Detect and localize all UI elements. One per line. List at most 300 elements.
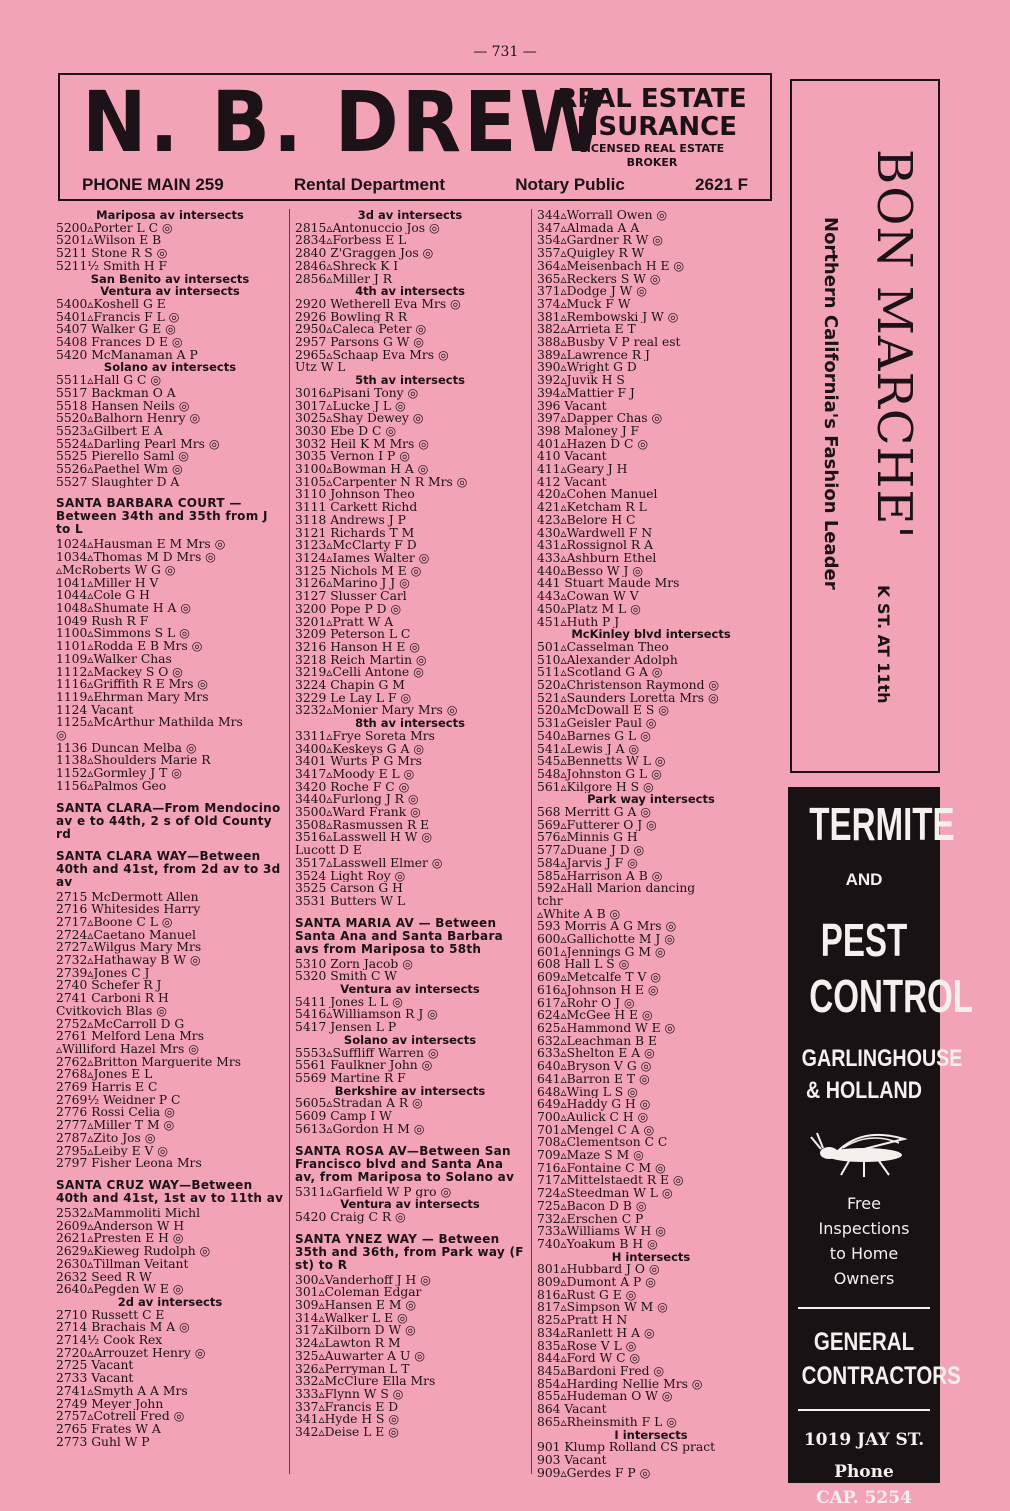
directory-entry: 3118 Andrews J P [295, 513, 406, 527]
directory-entry: 1138▵Shoulders Marie R [56, 754, 211, 768]
directory-entry: 347▵Almada A A [537, 221, 640, 235]
directory-entry: 5420 Craig C R ◎ [295, 1210, 406, 1224]
directory-entry: 844▵Ford W C ◎ [537, 1352, 641, 1365]
directory-entry: 716▵Fontaine C M ◎ [537, 1161, 666, 1175]
directory-entry: 3017▵Lucke J L ◎ [295, 399, 406, 413]
directory-entry: 2714 Brachais M A ◎ [56, 1321, 190, 1335]
drew-insurance: INSURANCE [566, 112, 737, 142]
directory-entry: 333▵Flynn W S ◎ [295, 1387, 404, 1401]
directory-entry: 431▵Rossignol R A [537, 539, 653, 552]
pest-word: PEST [820, 914, 908, 966]
inspection-line-4: Owners [833, 1269, 895, 1288]
directory-entry: 569▵Futterer O J ◎ [537, 818, 657, 832]
directory-entry: 2752▵McCarroll D G [56, 1017, 185, 1031]
directory-entry: 342▵Deise L E ◎ [295, 1426, 399, 1439]
directory-entry: 1041▵Miller H V [56, 576, 159, 590]
directory-entry: 3517▵Lasswell Elmer ◎ [295, 856, 443, 870]
termite-insect-icon [809, 1117, 919, 1181]
directory-entry: 725▵Bacon D B ◎ [537, 1199, 647, 1213]
drew-licensed: LICENSED REAL ESTATE [579, 142, 725, 155]
directory-entry: 2950▵Caleca Peter ◎ [295, 323, 427, 337]
directory-entry: 3400▵Keskeys G A ◎ [295, 742, 425, 756]
directory-entry: 3516▵Lasswell H W ◎ [295, 831, 433, 845]
directory-entry: 541▵Lewis J A ◎ [537, 742, 640, 756]
directory-entry: ▵White A B ◎ [537, 907, 621, 921]
directory-entry: 817▵Simpson W M ◎ [537, 1301, 668, 1315]
directory-entry: 510▵Alexander Adolph [537, 653, 678, 667]
directory-entry: 3125 Nichols M E ◎ [295, 564, 422, 578]
directory-entry: 332▵McClure Ella Mrs [295, 1375, 436, 1388]
directory-entry: 616▵Johnson H E ◎ [537, 983, 659, 997]
directory-entry: 1044▵Cole G H [56, 589, 150, 602]
directory-entry: 2717▵Boone C L ◎ [56, 915, 173, 929]
directory-entry: 632▵Leachman B E [537, 1034, 657, 1048]
directory-entry: 3025▵Shay Dewey ◎ [295, 412, 424, 425]
directory-entry: 3123▵McClarty F D [295, 539, 417, 552]
directory-entry: 1124 Vacant [56, 703, 134, 717]
intersection-heading: Solano av intersects [343, 1033, 477, 1047]
drew-address: 2621 F [695, 175, 748, 194]
directory-entry: 421▵Ketcham R L [537, 501, 647, 514]
directory-entry: 392▵Juvik H S [537, 374, 625, 387]
intersection-heading: Berkshire av intersects [334, 1084, 486, 1098]
drew-bottom-line [82, 175, 748, 195]
directory-entry: 1152▵Gormley J T ◎ [56, 767, 182, 780]
directory-entry: 577▵Duane J D ◎ [537, 844, 645, 857]
street-heading: SANTA ROSA AV—Between San Francisco blvd and Santa Ana av, from Mariposa to Solano av [295, 1143, 515, 1184]
bon-marche-tagline: Northern California's Fashion Leader [820, 217, 841, 590]
directory-entry: 344▵Worrall Owen ◎ [537, 209, 668, 222]
directory-entry: 397▵Dapper Chas ◎ [537, 412, 663, 425]
inspection-line-3: to Home [829, 1244, 899, 1263]
directory-entry: 2834▵Forbess E L [295, 234, 407, 248]
directory-entry: 3016▵Pisani Tony ◎ [295, 386, 419, 400]
directory-entry: 2740 Schefer R J [56, 979, 162, 993]
directory-entry: 388▵Busby V P real est [537, 336, 681, 349]
directory-entry: 1119▵Ehrman Mary Mrs [56, 690, 209, 704]
directory-entry: 3035 Vernon I P ◎ [295, 450, 410, 464]
termite-word: TERMITE [809, 798, 955, 850]
directory-entry: 3440▵Furlong J R ◎ [295, 793, 419, 807]
directory-entry: 2720▵Arrouzet Henry ◎ [56, 1346, 206, 1360]
directory-entry: 576▵Minnis G H [537, 831, 638, 845]
directory-entry: 1024▵Hausman E M Mrs ◎ [56, 538, 226, 552]
directory-entry: 1112▵Mackey S O ◎ [56, 665, 183, 679]
street-heading: SANTA CLARA WAY—Between 40th and 41st, from 2d av to 3d av [56, 848, 281, 889]
directory-entry: 3121 Richards T M [295, 526, 415, 540]
directory-entry: 3524 Light Roy ◎ [295, 869, 406, 883]
directory-entry: 3200 Pope P D ◎ [295, 602, 402, 616]
directory-entry: 364▵Meisenbach H E ◎ [537, 259, 685, 273]
directory-entry: 5517 Backman O A [56, 386, 176, 400]
directory-entry: 3417▵Moody E L ◎ [295, 767, 415, 781]
directory-entry: 2724▵Caetano Manuel [56, 928, 196, 942]
directory-entry: 325▵Auwarter A U ◎ [295, 1349, 425, 1363]
directory-entry: 381▵Rembowski J W ◎ [537, 310, 679, 324]
directory-entry: 5320 Smith C W [295, 970, 397, 984]
directory-entry: 5609 Camp I W [295, 1110, 392, 1123]
directory-entry: 300▵Vanderhoff J H ◎ [295, 1273, 431, 1287]
directory-entry: 2840 Z'Graggen Jos ◎ [295, 247, 434, 260]
directory-entry: 809▵Dumont A P ◎ [537, 1276, 656, 1289]
directory-entry: 2733 Vacant [56, 1372, 134, 1385]
directory-entry: 5526▵Paethel Wm ◎ [56, 463, 183, 476]
directory-entry: 394▵Mattier F J [537, 386, 635, 400]
directory-entry: 2749 Meyer John [56, 1397, 164, 1411]
intersection-heading: 2d av intersects [117, 1295, 223, 1309]
directory-entry: 410 Vacant [537, 450, 607, 464]
directory-entry: 374▵Muck F W [537, 297, 631, 311]
drew-rental: Rental Department [293, 175, 446, 194]
termite-phone-number: CAP. 5254 [816, 1488, 912, 1508]
directory-entry: 2776 Rossi Celia ◎ [56, 1106, 175, 1120]
directory-entry: 1156▵Palmos Geo [56, 779, 167, 793]
directory-entry: 5400▵Koshell G E [56, 297, 166, 311]
directory-entry: 1136 Duncan Melba ◎ [56, 741, 197, 755]
directory-entry: 401▵Hazen D C ◎ [537, 437, 649, 451]
directory-entry: 2797 Fisher Leona Mrs [56, 1157, 202, 1170]
directory-entry: 520▵McDowall E S ◎ [537, 704, 669, 718]
drew-notary: Notary Public [515, 175, 625, 194]
directory-entry: 5211½ Smith H F [56, 259, 168, 273]
directory-entry: 2856▵Miller J R [295, 272, 393, 286]
directory-entry: 2716 Whitesides Harry [56, 903, 201, 916]
directory-entry: 1116▵Griffith R E Mrs ◎ [56, 678, 209, 691]
street-heading: SANTA MARIA AV — Between Santa Ana and Santa Barbara avs from Mariposa to 58th [295, 915, 504, 956]
directory-entry: 3311▵Frye Soreta Mrs [295, 729, 435, 743]
directory-entry: ◎ [56, 729, 67, 742]
directory-entry: 568 Merritt G A ◎ [537, 806, 651, 819]
directory-entry: 531▵Geisler Paul ◎ [537, 717, 657, 730]
directory-entry: 2846▵Shreck K I [295, 259, 399, 273]
intersection-heading: Ventura av intersects [340, 1198, 480, 1211]
directory-entry: 608 Hall L S ◎ [537, 958, 630, 972]
directory-entry: 561▵Kilgore H S ◎ [537, 780, 654, 794]
directory-entry: 1034▵Thomas M D Mrs ◎ [56, 551, 216, 564]
directory-entry: 2714½ Cook Rex [56, 1334, 163, 1347]
directory-entry: 2727▵Wilgus Mary Mrs [56, 941, 202, 955]
directory-entry: 5401▵Francis F L ◎ [56, 310, 180, 324]
directory-entry: 2629▵Kieweg Rudolph ◎ [56, 1245, 211, 1258]
directory-entry: 2777▵Miller T M ◎ [56, 1119, 175, 1132]
drew-services [552, 85, 752, 169]
directory-entry: 3127 Slusser Carl [295, 590, 407, 603]
directory-entry: 724▵Steedman W L ◎ [537, 1187, 673, 1200]
directory-entry: 412 Vacant [537, 475, 607, 489]
directory-entry: 825▵Pratt H N [537, 1314, 628, 1327]
directory-entry: 5613▵Gordon H M ◎ [295, 1122, 425, 1136]
termite-address: 1019 JAY ST. [803, 1430, 925, 1450]
directory-entry: 700▵Aulick C H ◎ [537, 1110, 649, 1124]
directory-entry: 317▵Kilborn D W ◎ [295, 1324, 416, 1338]
directory-entry: 1049 Rush R F [56, 614, 149, 628]
directory-entry: 390▵Wright G D [537, 361, 637, 375]
directory-entry: 601▵Jennings G M ◎ [537, 945, 666, 959]
directory-entry: 2957 Parsons G W ◎ [295, 336, 424, 349]
drew-name: N. B. DREW [82, 73, 608, 171]
directory-entry: 5569 Martine R F [295, 1072, 406, 1085]
intersection-heading: H intersects [611, 1250, 691, 1264]
directory-entry: 365▵Reckers S W ◎ [537, 272, 661, 286]
directory-entry: 3100▵Bowman H A ◎ [295, 463, 429, 476]
directory-entry: 5420 McManaman A P [56, 348, 198, 362]
directory-entry: 2761 Melford Lena Mrs [56, 1030, 205, 1043]
directory-entry: 5417 Jensen L P [295, 1021, 397, 1034]
directory-entry: 3111 Carkett Richd [295, 501, 418, 514]
directory-entry: 2765 Frates W A [56, 1422, 161, 1436]
directory-entry: 801▵Hubbard J O ◎ [537, 1263, 660, 1277]
directory-entry: 701▵Mengel C A ◎ [537, 1123, 655, 1137]
page-number: — 731 — [473, 44, 537, 60]
directory-entry: 3224 Chapin G M [295, 679, 405, 692]
directory-entry: 2768▵Jones E L [56, 1068, 153, 1082]
inspection-line-1: Free [847, 1194, 881, 1213]
directory-entry: 2532▵Mammoliti Michl [56, 1207, 201, 1220]
directory-entry: 411▵Geary J H [537, 463, 628, 476]
directory-entry: 382▵Arrieta E T [537, 323, 636, 337]
street-heading: SANTA YNEZ WAY — Between 35th and 36th, from Park way (F st) to R [295, 1231, 524, 1272]
directory-entry: 2926 Bowling R R [295, 310, 408, 324]
directory-entry: 545▵Bennetts W L ◎ [537, 755, 666, 768]
directory-entry: 3216 Hanson H E ◎ [295, 640, 420, 654]
directory-entry: 649▵Haddy G H ◎ [537, 1098, 651, 1111]
directory-entry: 3110 Johnson Theo [295, 488, 415, 502]
directory-entry: 2757▵Cotrell Fred ◎ [56, 1410, 185, 1423]
intersection-heading: Solano av intersects [103, 361, 237, 375]
directory-entry: 5211 Stone R S ◎ [56, 247, 168, 260]
directory-entry: 2609▵Anderson W H [56, 1219, 185, 1233]
bon-marche-location: K ST. AT 11th [874, 585, 893, 704]
directory-entry: 593 Morris A G Mrs ◎ [537, 920, 677, 934]
directory-entry: 592▵Hall Marion dancing [537, 882, 696, 895]
control-word: CONTROL [809, 970, 974, 1022]
directory-entry: 398 Maloney J F [537, 424, 640, 438]
directory-entry: 3124▵Iames Walter ◎ [295, 551, 430, 565]
directory-entry: 3126▵Marino J J ◎ [295, 577, 410, 591]
directory-entry: 423▵Belore H C [537, 513, 636, 527]
directory-entry: 1100▵Simmons S L ◎ [56, 627, 190, 641]
directory-entry: 371▵Dodge J W ◎ [537, 285, 647, 298]
directory-entry: 855▵Hudeman O W ◎ [537, 1390, 673, 1404]
directory-entry: 2715 McDermott Allen [56, 890, 199, 904]
termite-phone-label: Phone [834, 1462, 894, 1482]
directory-entry: 709▵Maze S M ◎ [537, 1149, 644, 1162]
directory-column-2 [295, 209, 525, 1479]
directory-entry: 3401 Wurts P G Mrs [295, 755, 422, 768]
drew-phone: PHONE MAIN 259 [82, 175, 224, 194]
directory-entry: 2725 Vacant [56, 1359, 134, 1373]
directory-entry: 816▵Rust G E ◎ [537, 1288, 637, 1302]
directory-entry: 5605▵Stradan A R ◎ [295, 1097, 423, 1111]
directory-entry: 5520▵Balhorn Henry ◎ [56, 412, 201, 425]
directory-entry: 3500▵Ward Frank ◎ [295, 806, 421, 819]
directory-entry: 501▵Casselman Theo [537, 640, 669, 654]
directory-entry: 337▵Francis E D [295, 1400, 399, 1414]
directory-entry: 440▵Besso W J ◎ [537, 564, 644, 578]
directory-entry: 5416▵Williamson R J ◎ [295, 1008, 438, 1022]
directory-entry: 617▵Rohr O J ◎ [537, 996, 635, 1010]
directory-entry: 1101▵Rodda E B Mrs ◎ [56, 640, 203, 653]
directory-entry: 3218 Reich Martin ◎ [295, 653, 427, 667]
directory-entry: 5200▵Porter L C ◎ [56, 221, 173, 235]
directory-entry: 3420 Roche F C ◎ [295, 780, 410, 794]
directory-entry: 389▵Lawrence R J [537, 348, 650, 362]
drew-real-estate: REAL ESTATE [557, 84, 747, 114]
directory-entry: 732▵Erschen C P [537, 1212, 644, 1226]
intersection-heading: Ventura av intersects [100, 285, 240, 298]
directory-entry: 5523▵Gilbert E A [56, 424, 163, 438]
directory-entry: 3105▵Carpenter N R Mrs ◎ [295, 475, 468, 489]
directory-entry: 521▵Saunders Loretta Mrs ◎ [537, 691, 719, 705]
directory-entry: 5524▵Darling Pearl Mrs ◎ [56, 437, 220, 451]
directory-entry: 443▵Cowan W V [537, 590, 639, 603]
directory-entry: 548▵Johnston G L ◎ [537, 767, 662, 781]
ad-divider [798, 1307, 930, 1309]
directory-entry: 3030 Ebe D C ◎ [295, 424, 397, 438]
directory-entry: 341▵Hyde H S ◎ [295, 1413, 400, 1427]
directory-entry: 2787▵Zito Jos ◎ [56, 1131, 156, 1145]
drew-ad [58, 73, 772, 201]
directory-entry: 865▵Rheinsmith F L ◎ [537, 1415, 677, 1429]
directory-entry: 2632 Seed R W [56, 1270, 152, 1284]
company-name-2: & HOLLAND [806, 1077, 922, 1104]
directory-entry: 584▵Jarvis J F ◎ [537, 856, 638, 870]
directory-entry: 326▵Perryman L T [295, 1362, 410, 1376]
directory-entry: 309▵Hansen E M ◎ [295, 1299, 417, 1312]
directory-entry: 2621▵Presten E H ◎ [56, 1232, 184, 1246]
directory-column-1 [56, 209, 284, 1479]
directory-entry: 540▵Barnes G L ◎ [537, 729, 651, 743]
directory-entry: 708▵Clementson C C [537, 1136, 668, 1150]
bon-marche-title: BON MARCHE' [866, 149, 922, 540]
ad-divider [798, 1409, 930, 1411]
directory-entry: 5201▵Wilson E B [56, 234, 162, 248]
termite-ad [788, 787, 974, 1508]
directory-entry: 835▵Rose V L ◎ [537, 1339, 637, 1353]
intersection-heading: Mariposa av intersects [96, 209, 244, 222]
intersection-heading: I intersects [614, 1428, 688, 1442]
directory-entry: 433▵Ashburn Ethel [537, 551, 657, 565]
directory-entry: 717▵Mittelstaedt R E ◎ [537, 1174, 684, 1188]
company-name-1: GARLINGHOUSE [801, 1045, 963, 1072]
directory-entry: 5518 Hansen Neils ◎ [56, 399, 190, 413]
directory-entry: 511▵Scotland G A ◎ [537, 666, 663, 680]
directory-entry: 5310 Zorn Jacob ◎ [295, 957, 413, 971]
directory-entry: 609▵Metcalfe T V ◎ [537, 971, 661, 984]
street-heading: SANTA BARBARA COURT —Between 34th and 35th from J to L [56, 496, 268, 537]
directory-entry: 5411 Jones L L ◎ [295, 995, 403, 1009]
directory-entry: Cvitkovich Blas ◎ [56, 1004, 167, 1018]
directory-entry: 2769½ Weidner P C [56, 1093, 181, 1107]
directory-entry: 520▵Christenson Raymond ◎ [537, 679, 720, 692]
directory-entry: 2630▵Tillman Veitant [56, 1257, 189, 1271]
directory-entry: 2640▵Pegden W E ◎ [56, 1283, 184, 1296]
street-heading: SANTA CRUZ WAY—Between 40th and 41st, 1st av to 11th av [56, 1178, 284, 1205]
intersection-heading: 5th av intersects [355, 374, 465, 387]
column-divider [289, 209, 290, 1474]
directory-entry: 648▵Wing L S ◎ [537, 1085, 638, 1099]
directory-entry: 903 Vacant [537, 1453, 607, 1467]
intersection-heading: 3d av intersects [357, 209, 463, 222]
directory-entry: 5511▵Hall G C ◎ [56, 374, 162, 387]
inspection-line-2: Inspections [818, 1219, 910, 1238]
directory-column-3 [537, 209, 765, 1479]
directory-entry: 2732▵Hathaway B W ◎ [56, 954, 201, 967]
directory-entry: 314▵Walker L E ◎ [295, 1311, 408, 1325]
intersection-heading: Ventura av intersects [340, 983, 480, 996]
directory-entry: 324▵Lawton R M [295, 1337, 401, 1350]
directory-entry: Utz W L [295, 361, 346, 375]
contractors-word: CONTRACTORS [801, 1362, 961, 1390]
directory-entry: 2741▵Smyth A A Mrs [56, 1384, 188, 1398]
street-heading: SANTA CLARA—From Mendocino av e to 44th, 2 s of Old County rd [56, 800, 281, 841]
directory-entry: 354▵Gardner R W ◎ [537, 234, 663, 248]
directory-entry: 3525 Carson G H [295, 882, 403, 895]
directory-entry: 357▵Quigley R W [537, 247, 645, 260]
directory-entry: 5408 Frances D E ◎ [56, 336, 183, 349]
directory-entry: 633▵Shelton E A ◎ [537, 1047, 655, 1061]
directory-entry: 845▵Bardoni Fred ◎ [537, 1364, 665, 1378]
bon-marche-ad [790, 79, 940, 773]
general-word: GENERAL [813, 1328, 915, 1356]
directory-entry: 3531 Butters W L [295, 894, 406, 908]
directory-entry: 3201▵Pratt W A [295, 615, 394, 629]
intersection-heading: McKinley blvd intersects [571, 628, 731, 641]
directory-entry: 396 Vacant [537, 399, 607, 413]
directory-entry: 834▵Ranlett H A ◎ [537, 1326, 655, 1340]
directory-entry: 2769 Harris E C [56, 1081, 158, 1094]
directory-entry: 3209 Peterson L C [295, 628, 411, 641]
directory-entry: 624▵McGee H E ◎ [537, 1009, 653, 1022]
directory-entry: 640▵Bryson V G ◎ [537, 1060, 652, 1073]
directory-entry: 5525 Pierello Saml ◎ [56, 450, 190, 464]
directory-entry: 585▵Harrison A B ◎ [537, 869, 663, 883]
directory-entry: 1109▵Walker Chas [56, 652, 172, 666]
directory-entry: 733▵Williams W H ◎ [537, 1225, 666, 1238]
directory-entry: 2773 Guhl W P [56, 1435, 150, 1449]
directory-entry: 901 Klump Rolland CS pract [537, 1441, 716, 1454]
column-divider [531, 209, 532, 1474]
directory-entry: 2795▵Leiby E V ◎ [56, 1144, 168, 1158]
directory-entry: 854▵Harding Nellie Mrs ◎ [537, 1377, 703, 1391]
directory-entry: 2920 Wetherell Eva Mrs ◎ [295, 297, 461, 311]
directory-entry: 3032 Heil K M Mrs ◎ [295, 437, 429, 451]
directory-entry: 5553▵Suffliff Warren ◎ [295, 1046, 439, 1060]
intersection-heading: Park way intersects [587, 793, 715, 807]
intersection-heading: 8th av intersects [355, 717, 465, 730]
directory-entry: ▵Williford Hazel Mrs ◎ [56, 1042, 200, 1056]
drew-broker: BROKER [626, 156, 678, 169]
intersection-heading: 4th av intersects [355, 285, 465, 298]
directory-entry: 2815▵Antonuccio Jos ◎ [295, 221, 440, 235]
directory-entry: tchr [537, 894, 563, 908]
directory-entry: 2741 Carboni R H [56, 992, 169, 1005]
directory-entry: Lucott D E [295, 844, 362, 857]
directory-entry: 2762▵Britton Marguerite Mrs [56, 1055, 242, 1069]
intersection-heading: San Benito av intersects [90, 272, 250, 286]
directory-entry: 420▵Cohen Manuel [537, 488, 658, 502]
directory-entry: 301▵Coleman Edgar [295, 1286, 422, 1300]
directory-entry: 2739▵Jones C J [56, 966, 150, 980]
directory-entry: 5407 Walker G E ◎ [56, 323, 176, 337]
directory-entry: 5561 Faulkner John ◎ [295, 1059, 433, 1072]
directory-entry: 600▵Gallichotte M J ◎ [537, 933, 675, 946]
directory-entry: 3232▵Monier Mary Mrs ◎ [295, 704, 458, 718]
directory-entry: 5311▵Garfield W P gro ◎ [295, 1185, 452, 1199]
directory-entry: 3219▵Celli Antone ◎ [295, 666, 424, 680]
directory-entry: 625▵Hammond W E ◎ [537, 1022, 676, 1035]
directory-entry: 3508▵Rasmussen R E [295, 818, 430, 832]
